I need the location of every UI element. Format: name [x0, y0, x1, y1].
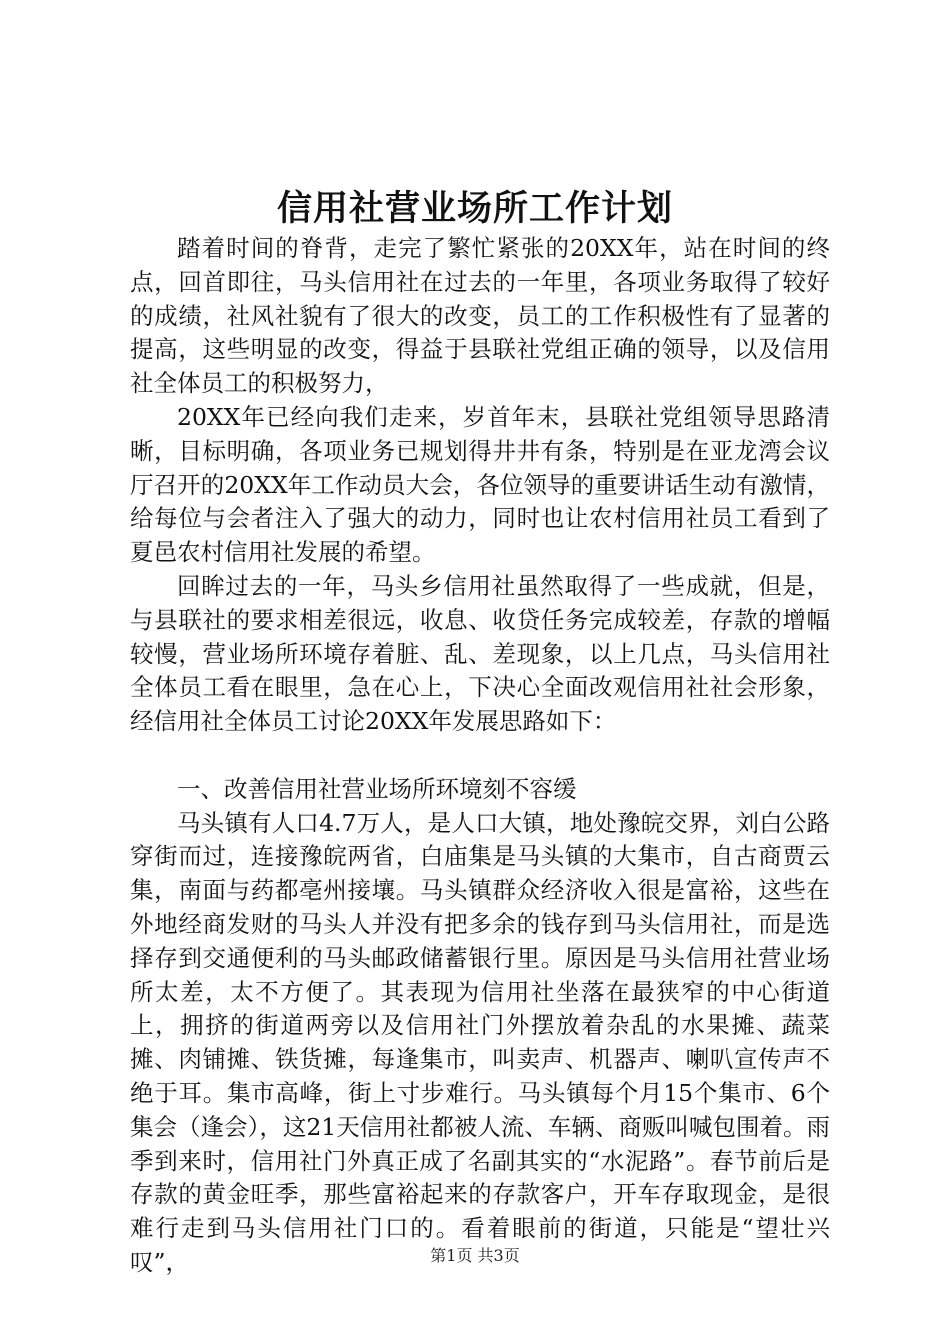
paragraph-section-body: 马头镇有人口4.7万人，是人口大镇，地处豫皖交界，刘白公路穿街而过，连接豫皖两省，白庙集是马头镇的大集市，自古商贾云集，南面与药都亳州接壤。马头镇群众经济收入很是富裕，这些在外地经商发财的马头人并没有把多余的钱存到马头信用社，而是选择存到交通便利的马头邮政储蓄银行里。原因是马头信用社营业场所太差，太不方便了。其表现为信用社坐落在最狭窄的中心街道上，拥挤的街道两旁以及信用社门外摆放着杂乱的水果摊、蔬菜摊、肉铺摊、铁货摊，每逢集市，叫卖声、机器声、喇叭宣传声不绝于耳。集市高峰，街上寸步难行。马头镇每个月15个集市、6个集会（逢会），这21天信用社都被人流、车辆、商贩叫喊包围着。雨季到来时，信用社门外真正成了名副其实的“水泥路”。春节前后是存款的黄金旺季，那些富裕起来的存款客户，开车存取现金，是很难行走到马头信用社门口的。看着眼前的街道，只能是“望壮兴叹”，	[130, 808, 830, 1276]
paragraph-intro: 踏着时间的脊背，走完了繁忙紧张的20XX年，站在时间的终点，回首即往，马头信用社在过去的一年里，各项业务取得了较好的成绩，社风社貌有了很大的改变，员工的工作积极性有了显著的提高，这些明显的改变，得益于县联社党组正确的领导，以及信用社全体员工的积极努力，	[130, 234, 830, 398]
document-body	[130, 232, 830, 1280]
paragraph-new-year: 20XX年已经向我们走来，岁首年末，县联社党组领导思路清晰，目标明确，各项业务已规划得井井有条，特别是在亚龙湾会议厅召开的20XX年工作动员大会，各位领导的重要讲话生动有激情，给每位与会者注入了强大的动力，同时也让农村信用社员工看到了夏邑农村信用社发展的希望。	[130, 402, 830, 567]
document-title: 信用社营业场所工作计划	[276, 188, 673, 229]
page-footer: 第1页 共3页	[430, 1246, 520, 1265]
paragraph-spacer	[130, 739, 830, 773]
section-heading: 一、改善信用社营业场所环境刻不容缓	[177, 774, 577, 803]
paragraph-review: 回眸过去的一年，马头乡信用社虽然取得了一些成就，但是，与县联社的要求相差很远，收息、收贷任务完成较差，存款的增幅较慢，营业场所环境存着脏、乱、差现象，以上几点，马头信用社全体员工看在眼里，急在心上，下决心全面改观信用社社会形象，经信用社全体员工讨论20XX年发展思路如下：	[130, 571, 830, 736]
